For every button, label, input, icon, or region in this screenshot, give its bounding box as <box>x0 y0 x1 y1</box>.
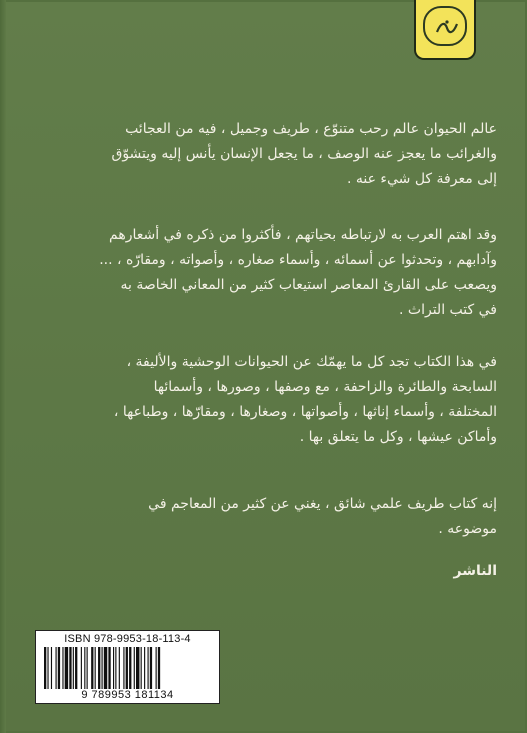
barcode-bar <box>69 647 71 689</box>
barcode-bar <box>75 647 77 689</box>
paragraph-line: وآدابهم ، وتحدثوا عن أسمائه ، وأسماء صغاره ، وأصواته ، ومقارّه ، ... <box>99 252 497 268</box>
barcode-bar <box>141 647 142 689</box>
barcode-bars-icon <box>42 647 213 689</box>
barcode-bar <box>84 647 85 689</box>
paragraph-line: عالم الحيوان عالم رحب متنوّع ، طريف وجميل ، فيه من العجائب <box>125 121 497 137</box>
barcode-bar <box>102 647 103 689</box>
barcode-bar <box>156 647 157 689</box>
barcode-bar <box>108 647 110 689</box>
barcode-bar <box>144 647 145 689</box>
paragraph-line: ويصعب على القارئ المعاصر استيعاب كثير من المعاني الخاصة به <box>120 277 497 293</box>
logo-emblem <box>423 6 467 46</box>
barcode-bar <box>148 647 149 689</box>
logo-calligraphy-icon <box>435 18 459 38</box>
barcode-bar <box>81 647 82 689</box>
barcode-bar <box>56 647 57 689</box>
barcode-bar <box>51 647 52 689</box>
barcode-bar <box>104 647 107 689</box>
paragraph-4 <box>37 492 497 542</box>
barcode-bar <box>73 647 74 689</box>
ean-digits: 9 789953 181134 <box>81 689 174 701</box>
barcode-bar <box>123 647 124 689</box>
paragraph-line: موضوعه . <box>438 521 497 537</box>
isbn-barcode <box>35 630 220 704</box>
paragraph-2 <box>37 223 497 323</box>
barcode-bar <box>119 647 120 689</box>
spine-edge <box>0 0 6 733</box>
paragraph-line: في هذا الكتاب تجد كل ما يهمّك عن الحيوانات الوحشية والأليفة ، <box>126 354 497 370</box>
barcode-bar <box>91 647 93 689</box>
isbn-label: ISBN 978-9953-18-113-4 <box>64 633 191 645</box>
barcode-bar <box>113 647 114 689</box>
paragraph-line: وقد اهتم العرب به لارتباطه بحياتهم ، فأكثروا من ذكره في أشعارهم <box>109 227 497 243</box>
paragraph-3 <box>37 350 497 450</box>
barcode-bar <box>44 647 46 689</box>
barcode-bar <box>158 647 160 689</box>
barcode-bar <box>134 647 135 689</box>
barcode-bar <box>62 647 63 689</box>
paragraph-line: المختلفة ، وأسماء إناثها ، وأصواتها ، وصغارها ، ومقارّها ، وطباعها ، <box>113 404 497 420</box>
barcode-bar <box>129 647 131 689</box>
barcode-bar <box>115 647 116 689</box>
paragraph-line: في كتب التراث . <box>399 302 497 318</box>
paragraph-line: إلى معرفة كل شيء عنه . <box>346 171 497 187</box>
paragraph-1 <box>37 117 497 192</box>
barcode-bar <box>136 647 139 689</box>
paragraph-line: السابحة والطائرة والزاحفة ، مع وصفها ، وصورها ، وأسمائها <box>153 379 497 395</box>
barcode-bar <box>98 647 100 689</box>
barcode-bar <box>58 647 60 689</box>
barcode-bar <box>150 647 152 689</box>
paragraph-line: والغرائب ما يعجز عنه الوصف ، ما يجعل الإنسان يأنس إليه ويتشوّق <box>111 146 497 162</box>
barcode-bar <box>126 647 128 689</box>
paragraph-line: إنه كتاب طريف علمي شائق ، يغني عن كثير من المعاجم في <box>148 496 497 512</box>
barcode-bar <box>47 647 48 689</box>
publisher-logo-icon <box>414 0 476 60</box>
paragraph-line: وأماكن عيشها ، وكل ما يتعلق بها . <box>299 429 497 445</box>
barcode-bar <box>95 647 96 689</box>
barcode-bar <box>65 647 68 689</box>
barcode-bar <box>87 647 88 689</box>
publisher-signature: الناشر <box>453 563 497 579</box>
